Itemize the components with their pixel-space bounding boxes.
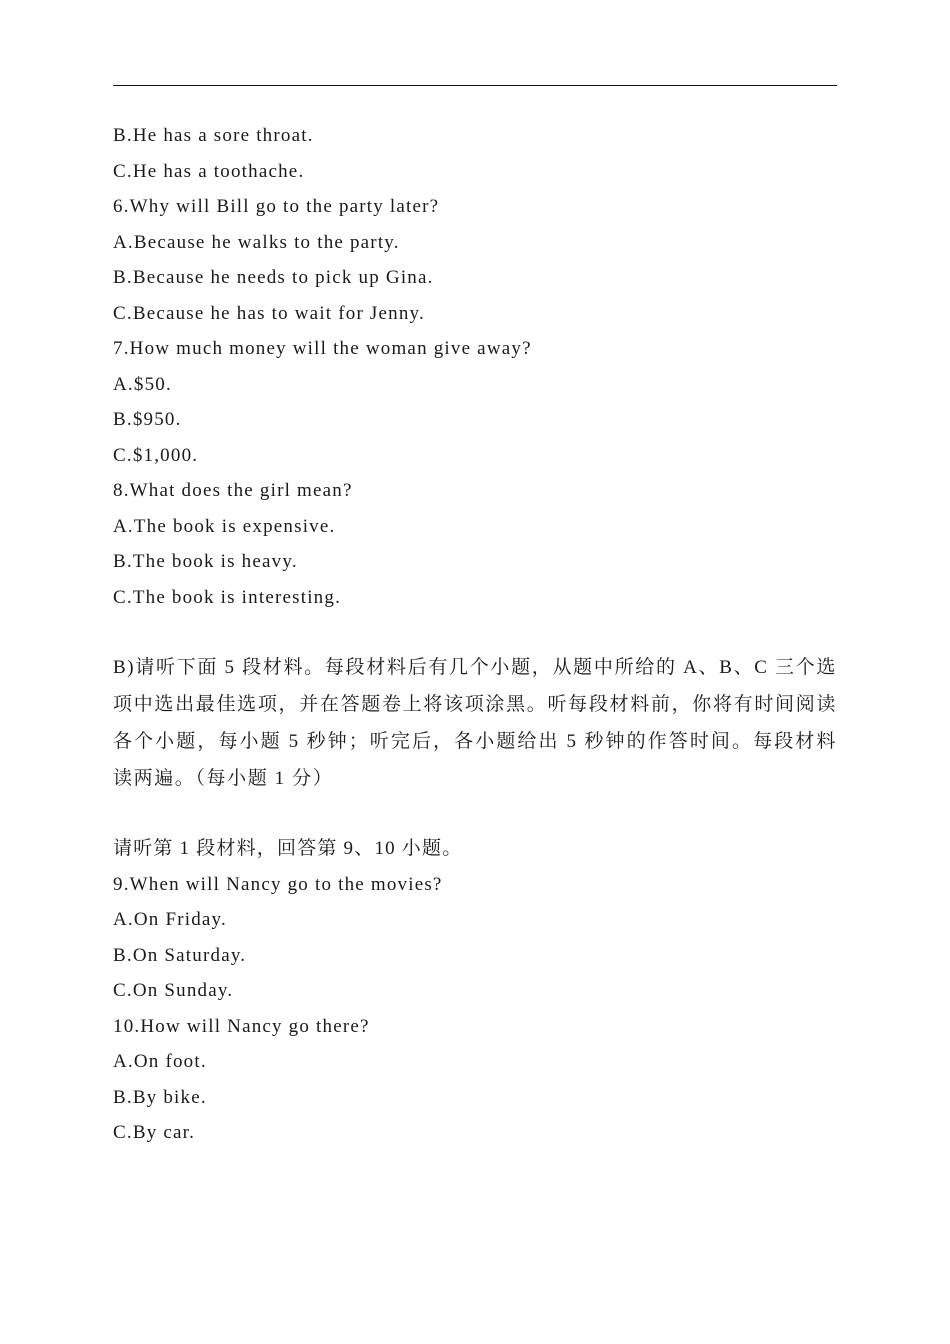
answer-option: C.On Sunday. <box>113 980 234 1001</box>
answer-option: B.Because he needs to pick up Gina. <box>113 267 434 288</box>
page-content <box>113 118 837 1151</box>
header-rule <box>113 85 837 86</box>
question-10: 10.How will Nancy go there? <box>113 1015 370 1037</box>
answer-option: A.On Friday. <box>113 909 227 930</box>
question-7: 7.How much money will the woman give away? <box>113 338 532 359</box>
answer-option: A.$50. <box>113 373 172 395</box>
answer-option: B.$950. <box>113 409 182 430</box>
answer-option: C.$1,000. <box>113 444 199 466</box>
answer-option: B.He has a sore throat. <box>113 125 314 146</box>
passage-instruction: 请听第 1 段材料，回答第 9、10 小题。 <box>113 838 463 859</box>
answer-option: C.By car. <box>113 1122 196 1143</box>
answer-option: A.On foot. <box>113 1051 207 1072</box>
answer-option: C.He has a toothache. <box>113 160 305 182</box>
question-8: 8.What does the girl mean? <box>113 480 353 501</box>
answer-option: B.The book is heavy. <box>113 551 298 572</box>
question-block-bottom <box>113 831 837 1151</box>
answer-option: A.Because he walks to the party. <box>113 231 400 253</box>
answer-option: B.On Saturday. <box>113 944 247 966</box>
answer-option: C.Because he has to wait for Jenny. <box>113 302 425 324</box>
question-block-top <box>113 118 837 615</box>
answer-option: A.The book is expensive. <box>113 515 336 537</box>
answer-option: C.The book is interesting. <box>113 586 342 608</box>
question-6: 6.Why will Bill go to the party later? <box>113 196 440 217</box>
question-9: 9.When will Nancy go to the movies? <box>113 873 443 895</box>
section-b-instructions: B)请听下面 5 段材料。每段材料后有几个小题，从题中所给的 A、B、C 三个选项中选出最佳选项，并在答题卷上将该项涂黑。听每段材料前，你将有时间阅读各个小题，每小题 5 秒钟；听完后，各小题给出 5 秒钟的作答时间。每段材料读两遍。（每小题 1 分） <box>113 657 837 789</box>
answer-option: B.By bike. <box>113 1086 207 1108</box>
